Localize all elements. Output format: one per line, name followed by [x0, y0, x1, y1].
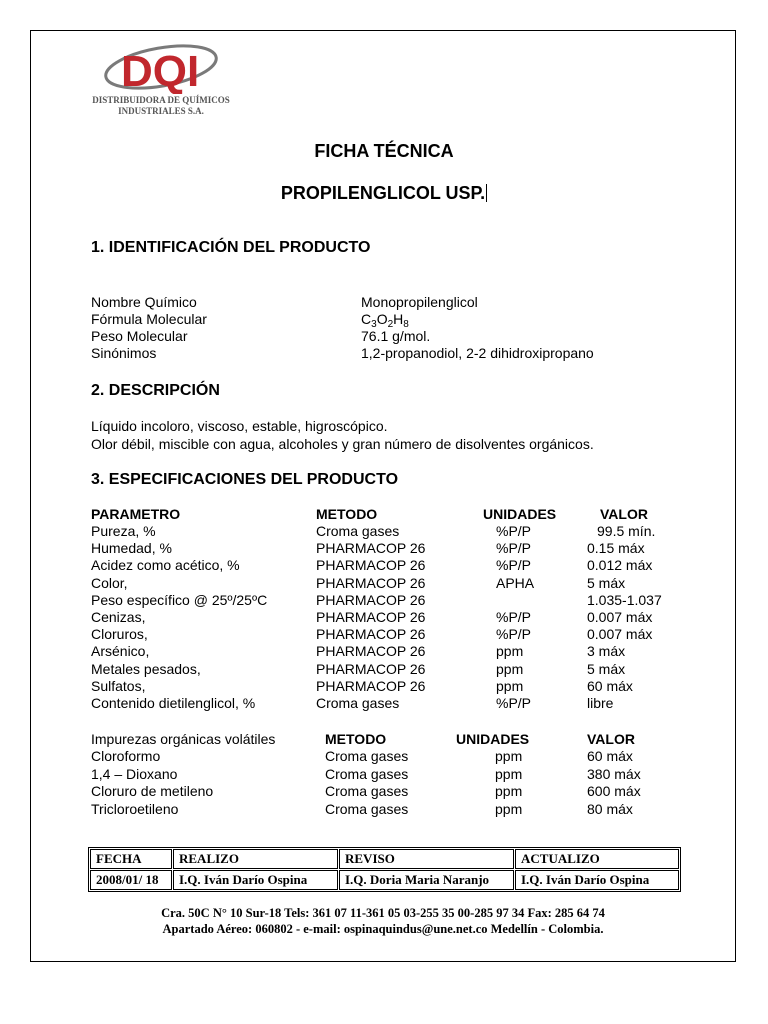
voc-header-method: METODO — [325, 731, 387, 747]
specs-header-units: UNIDADES — [483, 506, 557, 522]
voc-cell-method: Croma gases — [325, 748, 409, 764]
voc-header-param: Impurezas orgánicas volátiles — [91, 731, 276, 747]
spec-cell-param: Metales pesados, — [91, 660, 201, 677]
spec-cell-method: PHARMACOP 26 — [316, 557, 426, 574]
svg-text:DQI: DQI — [121, 47, 200, 94]
spec-cell-param: Contenido dietilenglicol, % — [91, 695, 256, 711]
footer-address: Cra. 50C N° 10 Sur-18 Tels: 361 07 11-361 05 03-255 35 00-285 97 34 Fax: 285 64 74 — [161, 906, 605, 920]
spec-cell-param: Pureza, % — [91, 523, 156, 539]
voc-cell-units: ppm — [495, 800, 523, 817]
spec-cell-units: ppm — [496, 677, 524, 694]
spec-cell-param: Arsénico, — [91, 643, 150, 660]
signoff-header-reviso: REVISO — [339, 849, 514, 869]
label-sinonimos: Sinónimos — [91, 345, 157, 361]
value-formula-molecular: $C_3O_2H_8$ — [361, 311, 409, 330]
value-sinonimos: 1,2-propanodiol, 2-2 dihidroxipropano — [361, 345, 594, 361]
voc-cell-units: ppm — [495, 783, 523, 799]
spec-cell-method: PHARMACOP 26 — [316, 626, 426, 643]
value-peso-molecular: 76.1 g/mol. — [361, 328, 431, 344]
document-title: FICHA TÉCNICA — [314, 141, 454, 161]
voc-cell-method: Croma gases — [325, 765, 409, 782]
signoff-header-actualizo: ACTUALIZO — [515, 849, 679, 869]
spec-cell-value: 60 máx — [587, 677, 633, 694]
spec-cell-method: PHARMACOP 26 — [316, 677, 426, 694]
spec-cell-value: 3 máx — [587, 643, 626, 660]
spec-cell-method: PHARMACOP 26 — [316, 574, 426, 591]
spec-cell-method: PHARMACOP 26 — [316, 660, 426, 677]
voc-cell-value: 80 máx — [587, 800, 633, 817]
section3-heading: 3. ESPECIFICACIONES DEL PRODUCTO — [91, 471, 399, 488]
spec-cell-param: Acidez como acético, % — [91, 557, 240, 574]
spec-cell-param: Humedad, % — [91, 540, 172, 557]
voc-header-value: VALOR — [587, 731, 635, 747]
spec-cell-value: 0.012 máx — [587, 557, 653, 574]
signoff-header-fecha: FECHA — [90, 849, 172, 869]
spec-cell-value: 1.035-1.037 — [587, 591, 662, 608]
spec-cell-param: Color, — [91, 574, 128, 591]
company-name-line2: INDUSTRIALES S.A. — [118, 106, 204, 116]
spec-cell-value: 0.007 máx — [587, 609, 653, 625]
company-name-logo — [86, 95, 236, 117]
spec-cell-param: Cloruros, — [91, 626, 148, 643]
spec-cell-method: PHARMACOP 26 — [316, 643, 426, 660]
footer-contact: Apartado Aéreo: 060802 - e-mail: ospinaquindus@une.net.co Medellín - Colombia. — [162, 922, 604, 936]
spec-cell-method: Croma gases — [316, 695, 400, 711]
spec-cell-value: 0.15 máx — [587, 540, 645, 557]
voc-cell-value: 380 máx — [587, 765, 641, 782]
signoff-header-realizo: REALIZO — [173, 849, 338, 869]
spec-cell-value: 5 máx — [587, 660, 626, 677]
value-nombre-quimico: Monopropilenglicol — [361, 294, 478, 310]
specs-header-method: METODO — [316, 506, 378, 522]
spec-cell-param: Peso específico @ 25º/25ºC — [91, 591, 268, 608]
spec-cell-units: ppm — [496, 643, 524, 660]
voc-cell-value: 60 máx — [587, 748, 633, 764]
spec-cell-value: 0.007 máx — [587, 626, 653, 643]
spec-cell-value: 99.5 mín. — [597, 523, 656, 539]
company-name-line1: DISTRIBUIDORA DE QUÍMICOS — [92, 95, 230, 105]
spec-cell-units: %P/P — [496, 626, 532, 643]
signoff-header-row — [90, 849, 679, 869]
spec-cell-value: libre — [587, 695, 614, 711]
section2-heading: 2. DESCRIPCIÓN — [91, 382, 220, 399]
spec-cell-units: %P/P — [496, 540, 532, 557]
description-line2: Olor débil, miscible con agua, alcoholes y gran número de disolventes orgánicos. — [91, 436, 594, 452]
section1-heading: 1. IDENTIFICACIÓN DEL PRODUCTO — [91, 239, 371, 256]
product-title — [0, 183, 768, 204]
spec-cell-units: %P/P — [496, 557, 532, 574]
spec-cell-units: APHA — [496, 574, 535, 591]
spec-cell-method: Croma gases — [316, 523, 400, 539]
voc-cell-units: ppm — [495, 765, 523, 782]
voc-cell-value: 600 máx — [587, 783, 641, 799]
description-line1: Líquido incoloro, viscoso, estable, higroscópico. — [91, 418, 388, 434]
spec-cell-units: %P/P — [496, 523, 532, 539]
voc-cell-method: Croma gases — [325, 800, 409, 817]
dqi-logo-mark — [103, 42, 221, 94]
label-nombre-quimico: Nombre Químico — [91, 294, 197, 310]
spec-cell-method: PHARMACOP 26 — [316, 609, 426, 625]
signoff-value-row — [90, 870, 679, 890]
voc-cell-param: Tricloroetileno — [91, 800, 179, 817]
spec-cell-units: ppm — [496, 660, 524, 677]
specs-header-param: PARAMETRO — [91, 506, 181, 522]
specs-header-value: VALOR — [600, 506, 648, 522]
signoff-reviso: I.Q. Doria Maria Naranjo — [339, 870, 514, 890]
voc-cell-param: Cloroformo — [91, 748, 161, 764]
signoff-table — [88, 847, 681, 892]
spec-cell-method: PHARMACOP 26 — [316, 540, 426, 557]
voc-cell-param: Cloruro de metileno — [91, 783, 214, 799]
spec-cell-param: Sulfatos, — [91, 677, 146, 694]
voc-cell-units: ppm — [495, 748, 523, 764]
voc-cell-method: Croma gases — [325, 783, 409, 799]
label-peso-molecular: Peso Molecular — [91, 328, 188, 344]
spec-cell-value: 5 máx — [587, 574, 626, 591]
spec-cell-param: Cenizas, — [91, 609, 146, 625]
spec-cell-units: %P/P — [496, 695, 532, 711]
signoff-actualizo: I.Q. Iván Darío Ospina — [515, 870, 679, 890]
spec-cell-method: PHARMACOP 26 — [316, 591, 426, 608]
spec-cell-units: %P/P — [496, 609, 532, 625]
page-border — [30, 30, 736, 962]
signoff-realizo: I.Q. Iván Darío Ospina — [173, 870, 338, 890]
signoff-fecha: 2008/01/ 18 — [90, 870, 172, 890]
label-formula-molecular: Fórmula Molecular — [91, 311, 207, 327]
product-title-text: PROPILENGLICOL USP. — [280, 183, 486, 203]
voc-header-units: UNIDADES — [456, 731, 530, 747]
voc-cell-param: 1,4 – Dioxano — [91, 765, 178, 782]
text-cursor — [486, 184, 487, 202]
